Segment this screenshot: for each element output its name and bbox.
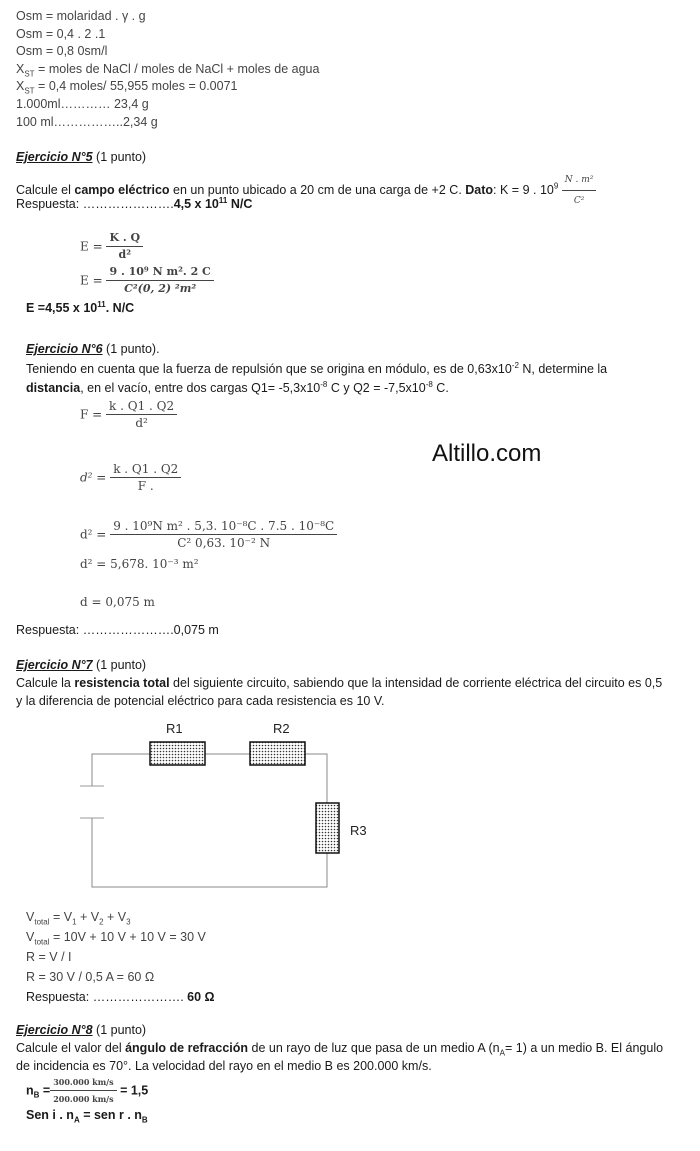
- ex5-heading: Ejercicio N°5 (1 punto): [16, 150, 147, 164]
- ex7-question-1: Calcule la resistencia total del siguiente circuito, sabiendo que la intensidad de corriente eléctrica del circuito es 0,5: [16, 676, 663, 690]
- ex6-formula-3: d² = $\frac{\text{9 . 10⁹N m² . 5,3. 10⁻⁸C . 7.5 . 10⁻⁸C}}{\text{C² 0,63. 10⁻² N}}$: [80, 518, 337, 551]
- ex8-question-2: de incidencia es 70°. La velocidad del rayo en el medio B es 200.000 km/s.: [16, 1059, 432, 1073]
- osm-line-2: Osm = 0,4 . 2 .1: [16, 27, 106, 41]
- ex7-step-1: $V_{total} = V_1 + V_2 + V_3$: [26, 910, 131, 927]
- xst-line-2: $X_{ST} = 0,4$ moles/ 55,955 moles = 0.0071: [16, 79, 238, 96]
- label-r1: R1: [166, 721, 183, 736]
- ex8-question-1: Calcule el valor del ángulo de refracción de un rayo de luz que pasa de un medio A $(n_A= 1)$ a un medio B. El ángulo: [16, 1041, 664, 1058]
- ex6-answer: Respuesta: ………………….0,075 m: [16, 623, 219, 637]
- ex6-question-1: Teniendo en cuenta que la fuerza de repulsión que se origina en módulo, es de $0,63x10^{-2}$ N, determine la: [26, 360, 608, 376]
- ex5-answer: Respuesta: ………………….4,5 x $10^{11}$ N/C: [16, 195, 253, 211]
- label-r2: R2: [273, 721, 290, 736]
- ex6-question-2: distancia, en el vacío, entre dos cargas $Q1= -5,3x10^{-8}$ C y $Q2 = -7,5x10^{-8}$ C.: [26, 379, 449, 395]
- resistor-r2: [250, 742, 305, 765]
- resistor-r3: [316, 803, 339, 853]
- ex6-formula-1: F = $\frac{k . Q1 . Q2}{\text{d²}}$: [80, 398, 177, 431]
- ml-line-2: 100 ml……………..2,34 g: [16, 115, 158, 129]
- ex7-heading: Ejercicio N°7 (1 punto): [16, 658, 147, 672]
- osm-line-3: Osm = 0,8 0sm/l: [16, 44, 108, 58]
- osm-line-1: Osm = molaridad . γ . g: [16, 9, 146, 23]
- ex5-result: E =4,55 x $10^{11}$. N/C: [26, 299, 135, 315]
- ex7-step-4: R = 30 V / 0,5 A = 60 Ω: [26, 970, 155, 984]
- ex8-nb-formula: $n_B$ = $\frac{300.000 km/s}{200.000 km/s}$ = 1,5: [26, 1074, 148, 1107]
- ex6-heading: Ejercicio N°6 (1 punto).: [26, 342, 160, 356]
- label-r3: R3: [350, 823, 367, 838]
- ex8-heading: Ejercicio N°8 (1 punto): [16, 1023, 147, 1037]
- ex6-formula-5: d = 0,075 m: [80, 595, 155, 609]
- ex5-question: Calcule el campo eléctrico en un punto ubicado a 20 cm de una carga de +2 C. Dato: K = 9 . $10^9$ $\frac{\text{N . m²}}{\text{C²}}$: [16, 170, 596, 211]
- xst-line-1: $X_{ST}$ = moles de NaCl / moles de NaCl + moles de agua: [16, 62, 320, 79]
- ex7-answer: Respuesta: …………………. 60 Ω: [26, 990, 215, 1004]
- circuit-diagram: [0, 710, 400, 900]
- resistor-r1: [150, 742, 205, 765]
- ex5-formula-1: E = $\frac{K . Q}{\text{d²}}$: [80, 230, 143, 263]
- ex6-formula-2: d² = $\frac{k . Q1 . Q2}{F .}$: [80, 461, 181, 494]
- ex7-step-3: R = V / I: [26, 950, 72, 964]
- ex7-question-2: y la diferencia de potencial eléctrico para cada resistencia es 10 V.: [16, 694, 385, 708]
- ex6-formula-4: d² = 5,678. 10⁻³ m²: [80, 557, 199, 571]
- battery-icon: [80, 786, 104, 818]
- ml-line-1: 1.000ml………… 23,4 g: [16, 97, 149, 111]
- ex7-step-2: $V_{total} = 10V + 10$ V + 10 V = 30 V: [26, 930, 206, 947]
- brand-watermark: Altillo.com: [432, 440, 542, 467]
- ex8-snell-formula: Sen i . $n_A$ = sen r . $n_B$: [26, 1108, 148, 1125]
- circuit-wires: [92, 754, 327, 887]
- ex5-formula-2: E = $\frac{\text{9 . 10⁹ N m². 2 C}}{\text{C²(0, 2) ²m²}}$: [80, 264, 214, 297]
